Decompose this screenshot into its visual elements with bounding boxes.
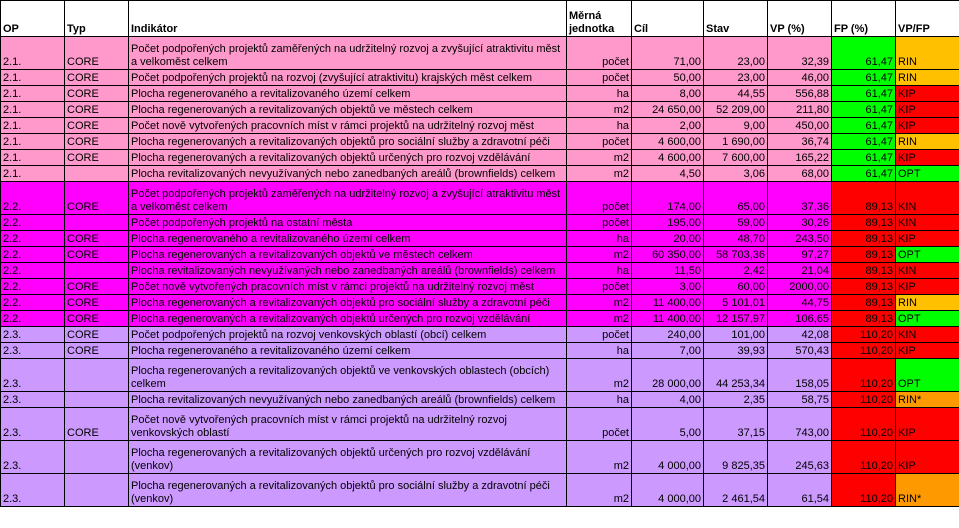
cell-vp: 36,74 xyxy=(768,134,832,150)
cell-fp: 110,20 xyxy=(832,392,896,408)
header-cil: Cíl xyxy=(632,1,704,37)
cell-jednotka: m2 xyxy=(567,102,632,118)
cell-indikator: Počet podpořených projektů zaměřených na udržitelný rozvoj a zvyšující atraktivitu měst a velkoměst celkem xyxy=(129,182,567,215)
cell-typ: CORE xyxy=(65,343,129,359)
cell-vp: 2000,00 xyxy=(768,279,832,295)
cell-fp: 110,20 xyxy=(832,474,896,507)
cell-vp: 46,00 xyxy=(768,70,832,86)
cell-vpfp: KIN xyxy=(896,327,959,343)
cell-vp: 30,26 xyxy=(768,215,832,231)
cell-op: 2.1. xyxy=(1,86,65,102)
cell-stav: 3,06 xyxy=(704,166,768,182)
cell-vp: 245,63 xyxy=(768,441,832,474)
cell-vp: 556,88 xyxy=(768,86,832,102)
cell-stav: 2,42 xyxy=(704,263,768,279)
cell-vpfp: KIN xyxy=(896,263,959,279)
cell-indikator: Plocha regenerovaných a revitalizovaných objektů pro sociální služby a zdravotní péči xyxy=(129,134,567,150)
cell-fp: 61,47 xyxy=(832,134,896,150)
cell-typ: CORE xyxy=(65,327,129,343)
cell-vp: 44,75 xyxy=(768,295,832,311)
table-row xyxy=(1,150,959,166)
cell-op: 2.3. xyxy=(1,392,65,408)
table-row xyxy=(1,37,959,70)
cell-vp: 61,54 xyxy=(768,474,832,507)
cell-fp: 110,20 xyxy=(832,441,896,474)
cell-vpfp: RIN xyxy=(896,70,959,86)
cell-cil: 71,00 xyxy=(632,37,704,70)
cell-jednotka: počet xyxy=(567,37,632,70)
cell-vpfp: RIN* xyxy=(896,474,959,507)
cell-stav: 58 703,36 xyxy=(704,247,768,263)
cell-typ: CORE xyxy=(65,295,129,311)
cell-vpfp: KIN xyxy=(896,182,959,215)
cell-fp: 61,47 xyxy=(832,118,896,134)
cell-cil: 8,00 xyxy=(632,86,704,102)
cell-indikator: Plocha revitalizovaných nevyužívaných nebo zanedbaných areálů (brownfields) celkem xyxy=(129,263,567,279)
cell-op: 2.2. xyxy=(1,215,65,231)
cell-op: 2.2. xyxy=(1,231,65,247)
cell-vpfp: RIN* xyxy=(896,392,959,408)
cell-stav: 1 690,00 xyxy=(704,134,768,150)
table-row xyxy=(1,343,959,359)
cell-indikator: Plocha regenerovaných a revitalizovaných objektů ve městech celkem xyxy=(129,102,567,118)
cell-indikator: Plocha regenerovaného a revitalizovaného území celkem xyxy=(129,86,567,102)
cell-vp: 32,39 xyxy=(768,37,832,70)
cell-cil: 4 600,00 xyxy=(632,134,704,150)
cell-cil: 50,00 xyxy=(632,70,704,86)
cell-cil: 4 000,00 xyxy=(632,474,704,507)
cell-indikator: Plocha regenerovaných a revitalizovaných objektů pro sociální služby a zdravotní péči xyxy=(129,295,567,311)
cell-jednotka: ha xyxy=(567,231,632,247)
header-jednotka: Měrná jednotka xyxy=(567,1,632,37)
cell-fp: 61,47 xyxy=(832,150,896,166)
cell-vpfp: OPT xyxy=(896,247,959,263)
cell-cil: 11,50 xyxy=(632,263,704,279)
cell-cil: 174,00 xyxy=(632,182,704,215)
cell-fp: 61,47 xyxy=(832,102,896,118)
cell-cil: 20,00 xyxy=(632,231,704,247)
cell-op: 2.3. xyxy=(1,408,65,441)
cell-typ: CORE xyxy=(65,247,129,263)
cell-typ xyxy=(65,166,129,182)
cell-stav: 7 600,00 xyxy=(704,150,768,166)
cell-op: 2.3. xyxy=(1,327,65,343)
cell-typ: CORE xyxy=(65,70,129,86)
cell-fp: 89,13 xyxy=(832,231,896,247)
cell-op: 2.1. xyxy=(1,118,65,134)
cell-typ xyxy=(65,215,129,231)
header-fp: FP (%) xyxy=(832,1,896,37)
cell-vpfp: KIP xyxy=(896,279,959,295)
cell-vpfp: KIP xyxy=(896,102,959,118)
cell-cil: 24 650,00 xyxy=(632,102,704,118)
cell-jednotka: ha xyxy=(567,392,632,408)
cell-indikator: Plocha regenerovaných a revitalizovaných objektů určených pro rozvoj vzdělávání (venkov) xyxy=(129,441,567,474)
cell-stav: 65,00 xyxy=(704,182,768,215)
cell-indikator: Plocha revitalizovaných nevyužívaných nebo zanedbaných areálů (brownfields) celkem xyxy=(129,392,567,408)
cell-stav: 9 825,35 xyxy=(704,441,768,474)
cell-stav: 2 461,54 xyxy=(704,474,768,507)
cell-vp: 58,75 xyxy=(768,392,832,408)
cell-jednotka: m2 xyxy=(567,474,632,507)
table-row xyxy=(1,295,959,311)
cell-typ xyxy=(65,474,129,507)
cell-indikator: Počet nově vytvořených pracovních míst v rámci projektů na udržitelný rozvoj venkovských oblastí xyxy=(129,408,567,441)
header-vpfp: VP/FP xyxy=(896,1,959,37)
cell-jednotka: m2 xyxy=(567,150,632,166)
cell-vpfp: KIP xyxy=(896,408,959,441)
cell-cil: 11 400,00 xyxy=(632,295,704,311)
table-row xyxy=(1,263,959,279)
cell-indikator: Plocha regenerovaného a revitalizovaného území celkem xyxy=(129,343,567,359)
cell-jednotka: m2 xyxy=(567,295,632,311)
cell-vpfp: KIP xyxy=(896,86,959,102)
cell-typ: CORE xyxy=(65,231,129,247)
cell-cil: 11 400,00 xyxy=(632,311,704,327)
cell-stav: 5 101,01 xyxy=(704,295,768,311)
cell-cil: 4 000,00 xyxy=(632,441,704,474)
cell-vpfp: OPT xyxy=(896,311,959,327)
cell-op: 2.1. xyxy=(1,150,65,166)
cell-fp: 110,20 xyxy=(832,408,896,441)
cell-typ: CORE xyxy=(65,408,129,441)
cell-op: 2.2. xyxy=(1,311,65,327)
cell-fp: 110,20 xyxy=(832,327,896,343)
table-row xyxy=(1,311,959,327)
cell-vpfp: OPT xyxy=(896,166,959,182)
cell-typ: CORE xyxy=(65,182,129,215)
cell-jednotka: ha xyxy=(567,343,632,359)
cell-cil: 5,00 xyxy=(632,408,704,441)
cell-jednotka: počet xyxy=(567,279,632,295)
cell-vp: 158,05 xyxy=(768,359,832,392)
cell-typ xyxy=(65,263,129,279)
cell-indikator: Počet nově vytvořených pracovních míst v rámci projektů na udržitelný rozvoj měst xyxy=(129,118,567,134)
cell-typ: CORE xyxy=(65,102,129,118)
cell-jednotka: počet xyxy=(567,215,632,231)
cell-vpfp: KIP xyxy=(896,118,959,134)
header-stav: Stav xyxy=(704,1,768,37)
cell-vp: 243,50 xyxy=(768,231,832,247)
cell-op: 2.2. xyxy=(1,295,65,311)
cell-indikator: Počet podpořených projektů na rozvoj venkovských oblastí (obcí) celkem xyxy=(129,327,567,343)
cell-op: 2.3. xyxy=(1,359,65,392)
cell-vp: 165,22 xyxy=(768,150,832,166)
cell-fp: 110,20 xyxy=(832,343,896,359)
cell-fp: 61,47 xyxy=(832,37,896,70)
cell-fp: 89,13 xyxy=(832,182,896,215)
table-row xyxy=(1,474,959,507)
table-row xyxy=(1,134,959,150)
cell-fp: 110,20 xyxy=(832,359,896,392)
table-row xyxy=(1,102,959,118)
cell-indikator: Plocha regenerovaných a revitalizovaných objektů ve městech celkem xyxy=(129,247,567,263)
cell-jednotka: počet xyxy=(567,408,632,441)
cell-typ: CORE xyxy=(65,134,129,150)
cell-stav: 23,00 xyxy=(704,37,768,70)
cell-cil: 60 350,00 xyxy=(632,247,704,263)
cell-stav: 52 209,00 xyxy=(704,102,768,118)
cell-indikator: Plocha revitalizovaných nevyužívaných nebo zanedbaných areálů (brownfields) celkem xyxy=(129,166,567,182)
cell-indikator: Plocha regenerovaných a revitalizovaných objektů určených pro rozvoj vzdělávání xyxy=(129,150,567,166)
cell-stav: 60,00 xyxy=(704,279,768,295)
cell-stav: 44,55 xyxy=(704,86,768,102)
header-indikator: Indikátor xyxy=(129,1,567,37)
table-row xyxy=(1,392,959,408)
table-row xyxy=(1,247,959,263)
cell-typ xyxy=(65,359,129,392)
cell-typ: CORE xyxy=(65,311,129,327)
cell-indikator: Počet podpořených projektů na rozvoj (zvyšující atraktivitu) krajských měst celkem xyxy=(129,70,567,86)
cell-indikator: Plocha regenerovaných a revitalizovaných objektů určených pro rozvoj vzdělávání xyxy=(129,311,567,327)
table-row xyxy=(1,359,959,392)
cell-vpfp: KIP xyxy=(896,343,959,359)
cell-indikator: Plocha regenerovaných a revitalizovaných objektů ve venkovských oblastech (obcích) celkem xyxy=(129,359,567,392)
cell-op: 2.3. xyxy=(1,474,65,507)
cell-stav: 101,00 xyxy=(704,327,768,343)
cell-cil: 7,00 xyxy=(632,343,704,359)
cell-fp: 61,47 xyxy=(832,86,896,102)
cell-typ: CORE xyxy=(65,118,129,134)
cell-jednotka: počet xyxy=(567,70,632,86)
cell-vpfp: RIN xyxy=(896,295,959,311)
cell-indikator: Plocha regenerovaných a revitalizovaných objektů pro sociální služby a zdravotní péči (venkov) xyxy=(129,474,567,507)
header-typ: Typ xyxy=(65,1,129,37)
cell-cil: 4,00 xyxy=(632,392,704,408)
cell-cil: 28 000,00 xyxy=(632,359,704,392)
cell-op: 2.2. xyxy=(1,279,65,295)
cell-cil: 4,50 xyxy=(632,166,704,182)
cell-jednotka: ha xyxy=(567,263,632,279)
cell-jednotka: počet xyxy=(567,134,632,150)
cell-stav: 12 157,97 xyxy=(704,311,768,327)
table-row xyxy=(1,182,959,215)
cell-op: 2.1. xyxy=(1,134,65,150)
cell-typ: CORE xyxy=(65,150,129,166)
cell-vpfp: RIN xyxy=(896,134,959,150)
table-row xyxy=(1,231,959,247)
cell-vpfp: KIP xyxy=(896,231,959,247)
cell-cil: 4 600,00 xyxy=(632,150,704,166)
cell-op: 2.3. xyxy=(1,343,65,359)
cell-vpfp: KIP xyxy=(896,441,959,474)
cell-vpfp: KIP xyxy=(896,150,959,166)
cell-vpfp: KIN xyxy=(896,215,959,231)
cell-jednotka: m2 xyxy=(567,359,632,392)
cell-vp: 106,65 xyxy=(768,311,832,327)
cell-typ xyxy=(65,441,129,474)
cell-stav: 39,93 xyxy=(704,343,768,359)
cell-fp: 89,13 xyxy=(832,215,896,231)
cell-fp: 89,13 xyxy=(832,311,896,327)
cell-indikator: Počet podpořených projektů zaměřených na udržitelný rozvoj a zvyšující atraktivitu měst a velkoměst celkem xyxy=(129,37,567,70)
cell-jednotka: m2 xyxy=(567,166,632,182)
table-row xyxy=(1,327,959,343)
header-op: OP xyxy=(1,1,65,37)
header-vp: VP (%) xyxy=(768,1,832,37)
cell-jednotka: počet xyxy=(567,182,632,215)
table-row xyxy=(1,279,959,295)
table-row xyxy=(1,86,959,102)
table-row xyxy=(1,166,959,182)
cell-op: 2.3. xyxy=(1,441,65,474)
table-row xyxy=(1,408,959,441)
cell-cil: 195,00 xyxy=(632,215,704,231)
table-row xyxy=(1,70,959,86)
cell-op: 2.2. xyxy=(1,247,65,263)
cell-stav: 37,15 xyxy=(704,408,768,441)
cell-cil: 2,00 xyxy=(632,118,704,134)
cell-vpfp: OPT xyxy=(896,359,959,392)
cell-stav: 23,00 xyxy=(704,70,768,86)
table-row xyxy=(1,118,959,134)
cell-typ: CORE xyxy=(65,279,129,295)
cell-jednotka: m2 xyxy=(567,311,632,327)
cell-op: 2.1. xyxy=(1,166,65,182)
cell-op: 2.1. xyxy=(1,102,65,118)
table-row xyxy=(1,215,959,231)
cell-vp: 68,00 xyxy=(768,166,832,182)
cell-jednotka: ha xyxy=(567,86,632,102)
cell-stav: 2,35 xyxy=(704,392,768,408)
cell-op: 2.2. xyxy=(1,263,65,279)
cell-vp: 42,08 xyxy=(768,327,832,343)
cell-typ xyxy=(65,392,129,408)
cell-stav: 59,00 xyxy=(704,215,768,231)
cell-op: 2.1. xyxy=(1,37,65,70)
cell-jednotka: počet xyxy=(567,327,632,343)
cell-typ: CORE xyxy=(65,86,129,102)
cell-vp: 211,80 xyxy=(768,102,832,118)
cell-cil: 240,00 xyxy=(632,327,704,343)
table-body xyxy=(1,37,959,507)
cell-op: 2.2. xyxy=(1,182,65,215)
cell-indikator: Počet podpořených projektů na ostatní města xyxy=(129,215,567,231)
cell-stav: 48,70 xyxy=(704,231,768,247)
cell-fp: 61,47 xyxy=(832,70,896,86)
cell-vp: 450,00 xyxy=(768,118,832,134)
cell-fp: 89,13 xyxy=(832,295,896,311)
cell-fp: 89,13 xyxy=(832,279,896,295)
cell-jednotka: m2 xyxy=(567,441,632,474)
cell-cil: 3,00 xyxy=(632,279,704,295)
table-row xyxy=(1,441,959,474)
cell-vpfp: RIN xyxy=(896,37,959,70)
cell-stav: 9,00 xyxy=(704,118,768,134)
cell-jednotka: ha xyxy=(567,118,632,134)
cell-stav: 44 253,34 xyxy=(704,359,768,392)
cell-vp: 97,27 xyxy=(768,247,832,263)
header-row xyxy=(1,1,959,37)
cell-indikator: Plocha regenerovaného a revitalizovaného území celkem xyxy=(129,231,567,247)
cell-fp: 89,13 xyxy=(832,263,896,279)
cell-indikator: Počet nově vytvořených pracovních míst v rámci projektů na udržitelný rozvoj měst xyxy=(129,279,567,295)
cell-typ: CORE xyxy=(65,37,129,70)
cell-vp: 570,43 xyxy=(768,343,832,359)
cell-fp: 61,47 xyxy=(832,166,896,182)
cell-jednotka: m2 xyxy=(567,247,632,263)
cell-vp: 743,00 xyxy=(768,408,832,441)
cell-vp: 37,36 xyxy=(768,182,832,215)
cell-vp: 21,04 xyxy=(768,263,832,279)
cell-op: 2.1. xyxy=(1,70,65,86)
cell-fp: 89,13 xyxy=(832,247,896,263)
